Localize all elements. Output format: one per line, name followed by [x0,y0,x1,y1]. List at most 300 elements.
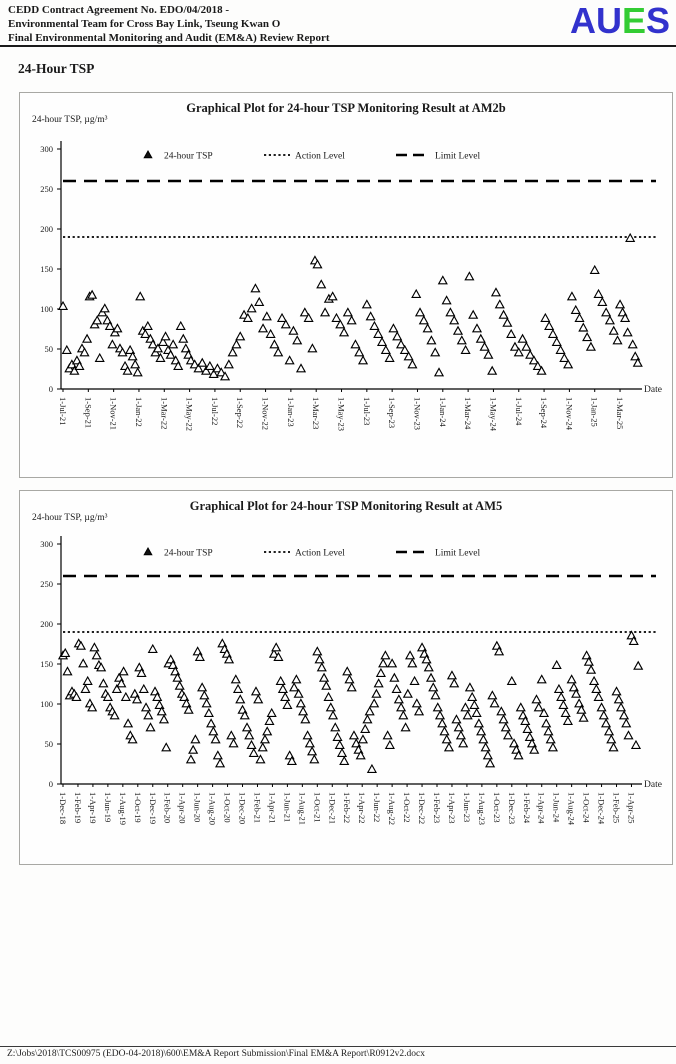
header-divider [0,45,676,47]
x-tick-label: 1-Jun-19 [102,792,113,823]
data-point-triangle [547,735,555,742]
footer-divider [0,1046,676,1047]
data-point-triangle [410,677,418,684]
data-point-triangle [277,677,285,684]
data-point-triangle [499,311,507,318]
data-point-triangle [79,659,87,666]
data-point-triangle [499,715,507,722]
x-tick-label: 1-Feb-20 [162,792,173,824]
data-point-triangle [475,719,483,726]
data-point-triangle [286,356,294,363]
data-point-triangle [431,691,439,698]
data-point-triangle [404,690,412,697]
x-axis [58,784,636,826]
chart-title-am2b: Graphical Plot for 24-hour TSP Monitoring Result at AM2b [186,101,506,115]
data-point-triangle [477,335,485,342]
data-point-triangle [229,739,237,746]
y-tick-label: 200 [40,224,53,234]
data-point-triangle [317,280,325,287]
x-tick-label: 1-Jan-23 [285,397,296,427]
data-point-triangle [457,731,465,738]
data-point-triangle [518,335,526,342]
data-point-triangle [351,340,359,347]
data-point-triangle [361,725,369,732]
data-point-triangle [274,348,282,355]
chart-am5 [19,490,673,865]
y-tick-label: 0 [48,779,53,789]
x-tick-label: 1-Jun-21 [282,792,293,823]
data-point-triangle [393,332,401,339]
data-point-triangle [425,663,433,670]
y-tick-label: 100 [40,304,53,314]
data-point-triangle [502,723,510,730]
data-point-triangle [454,327,462,334]
data-point-triangle [59,302,67,309]
data-point-triangle [301,715,309,722]
data-point-triangle [344,308,352,315]
data-point-triangle [461,346,469,353]
data-point-triangle [177,322,185,329]
data-point-triangle [161,332,169,339]
data-point-triangle [259,324,267,331]
data-point-triangle [479,735,487,742]
x-tick-label: 1-Mar-24 [463,397,474,430]
data-point-triangle [553,661,561,668]
data-point-triangle [424,324,432,331]
x-tick-label: 1-May-22 [184,397,195,431]
data-point-triangle [555,685,563,692]
data-point-triangle [232,340,240,347]
data-point-triangle [583,333,591,340]
data-point-triangle [310,755,318,762]
x-tick-label: 1-Aug-24 [566,792,577,826]
data-point-triangle [538,675,546,682]
data-point-triangle [452,715,460,722]
x-tick-label: 1-Feb-19 [72,792,83,824]
x-tick-label: 1-Jul-21 [58,397,68,426]
legend-triangle-marker-icon [144,548,152,555]
data-point-triangle [338,749,346,756]
data-point-triangle [259,743,267,750]
x-tick-label: 1-Apr-19 [87,792,98,824]
x-tick-label: 1-Dec-20 [237,792,248,825]
data-point-triangle [355,348,363,355]
data-point-triangle [568,292,576,299]
data-point-triangle [308,344,316,351]
data-point-triangle [236,695,244,702]
data-point-triangle [592,685,600,692]
data-point-triangle [272,643,280,650]
x-tick-label: 1-Jul-24 [513,397,524,426]
data-point-triangle [427,674,435,681]
data-point-triangle [144,322,152,329]
section-title: 24-Hour TSP [18,61,95,76]
data-point-triangle [378,338,386,345]
logo-letter-s: S [645,0,670,41]
data-point-triangle [343,667,351,674]
data-point-triangle [336,741,344,748]
data-point-triangle [632,741,640,748]
data-point-triangle [119,667,127,674]
x-tick-label: 1-Apr-24 [536,792,547,824]
data-point-triangle [261,735,269,742]
data-point-triangle [367,312,375,319]
legend-label-tsp: 24-hour TSP [164,151,213,162]
data-point-triangle [503,319,511,326]
data-point-triangle [568,675,576,682]
data-point-triangle [232,675,240,682]
data-point-triangle [455,723,463,730]
x-tick-label: 1-Sep-22 [235,397,246,429]
data-point-triangle [375,679,383,686]
logo-letter-u: U [595,0,622,41]
data-point-triangle [144,711,152,718]
data-point-triangle [594,290,602,297]
y-tick-label: 50 [44,739,53,749]
x-tick-label: 1-Jan-22 [133,397,144,427]
data-point-triangle [234,685,242,692]
data-point-triangle [450,679,458,686]
data-point-triangle [431,348,439,355]
data-point-triangle [189,746,197,753]
x-tick-label: 1-Jan-24 [437,397,448,427]
scatter-series [59,234,642,380]
data-point-triangle [393,685,401,692]
data-point-triangle [564,717,572,724]
data-point-triangle [549,743,557,750]
data-point-triangle [480,343,488,350]
data-point-triangle [620,711,628,718]
data-point-triangle [622,719,630,726]
data-point-triangle [629,340,637,347]
data-point-triangle [205,709,213,716]
data-point-triangle [590,677,598,684]
x-axis-title: Date [644,780,662,790]
x-tick-label: 1-Jun-24 [551,792,562,823]
data-point-triangle [293,336,301,343]
data-point-triangle [466,683,474,690]
data-point-triangle [600,711,608,718]
legend-label-limit-level: Limit Level [435,151,481,162]
data-point-triangle [176,682,184,689]
data-point-triangle [535,703,543,710]
data-point-triangle [572,306,580,313]
x-tick-label: 1-Oct-20 [222,792,233,823]
data-point-triangle [469,311,477,318]
data-point-triangle [303,731,311,738]
data-point-triangle [324,693,332,700]
data-point-triangle [243,723,251,730]
data-point-triangle [532,695,540,702]
data-point-triangle [626,234,634,241]
data-point-triangle [290,683,298,690]
data-point-triangle [374,330,382,337]
y-tick-label: 250 [40,184,53,194]
data-point-triangle [486,759,494,766]
data-point-triangle [464,711,472,718]
y-tick-label: 150 [40,659,53,669]
y-tick-label: 250 [40,579,53,589]
data-point-triangle [446,308,454,315]
y-axis-title-am2b: 24-hour TSP, µg/m³ [32,115,108,125]
x-tick-label: 1-Nov-23 [412,397,423,431]
x-tick-label: 1-Jul-22 [209,397,220,426]
data-point-triangle [465,272,473,279]
report-header [8,3,330,45]
data-point-triangle [283,701,291,708]
data-point-triangle [255,298,263,305]
data-point-triangle [306,739,314,746]
x-tick-label: 1-Aug-19 [117,792,128,826]
data-point-triangle [468,693,476,700]
x-tick-label: 1-Dec-21 [327,792,338,825]
data-point-triangle [587,343,595,350]
x-tick-label: 1-Dec-19 [147,792,158,825]
data-point-triangle [83,335,91,342]
data-point-triangle [93,651,101,658]
x-tick-label: 1-Nov-24 [564,397,575,431]
data-point-triangle [84,677,92,684]
data-point-triangle [216,759,224,766]
data-point-triangle [598,298,606,305]
data-point-triangle [496,300,504,307]
data-point-triangle [160,715,168,722]
data-point-triangle [594,693,602,700]
x-tick-label: 1-Jun-22 [372,792,383,823]
data-point-triangle [613,336,621,343]
data-point-triangle [245,731,253,738]
data-point-triangle [81,685,89,692]
data-point-triangle [96,354,104,361]
data-point-triangle [605,727,613,734]
x-tick-label: 1-Mar-23 [311,397,322,430]
data-point-triangle [187,755,195,762]
data-point-triangle [597,703,605,710]
data-point-triangle [207,719,215,726]
data-point-triangle [445,743,453,750]
legend-label-tsp: 24-hour TSP [164,548,213,559]
x-tick-label: 1-Nov-22 [260,397,271,431]
x-tick-label: 1-Sep-23 [387,397,398,429]
data-point-triangle [329,711,337,718]
data-point-triangle [359,356,367,363]
data-point-triangle [229,348,237,355]
x-tick-label: 1-Oct-23 [491,792,502,823]
y-axis [40,539,61,789]
data-point-triangle [553,338,561,345]
data-point-triangle [108,340,116,347]
y-tick-label: 150 [40,264,53,274]
data-point-triangle [575,314,583,321]
data-point-triangle [209,727,217,734]
x-tick-label: 1-Feb-23 [432,792,442,824]
data-point-triangle [332,314,340,321]
data-point-triangle [436,711,444,718]
x-tick-label: 1-Apr-20 [177,792,188,824]
data-point-triangle [429,683,437,690]
footer-file-path: Z:\Jobs\2018\TCS00975 (EDO-04-2018)\600\EM&A Report Submission\Final EM&A Report\R0912v2.docx [7,1049,426,1059]
data-point-triangle [99,679,107,686]
data-point-triangle [299,707,307,714]
x-tick-label: 1-Apr-22 [357,792,368,824]
x-tick-label: 1-Feb-24 [521,792,532,824]
data-point-triangle [366,707,374,714]
data-point-triangle [203,699,211,706]
data-point-triangle [382,346,390,353]
y-axis [40,144,61,394]
data-point-triangle [198,359,206,366]
data-point-triangle [439,276,447,283]
data-point-triangle [418,643,426,650]
data-point-triangle [131,360,139,367]
data-point-triangle [526,733,534,740]
data-point-triangle [570,683,578,690]
chart-legend [144,151,480,162]
data-point-triangle [90,643,98,650]
data-point-triangle [350,731,358,738]
data-point-triangle [434,703,442,710]
x-tick-label: 1-Aug-21 [297,792,308,826]
data-point-triangle [562,709,570,716]
scatter-plot-am2b [20,93,670,475]
x-tick-label: 1-Jul-23 [361,397,372,426]
data-point-triangle [321,308,329,315]
data-point-triangle [142,703,150,710]
data-point-triangle [155,701,163,708]
y-tick-label: 300 [40,144,53,154]
data-point-triangle [587,666,595,673]
y-tick-label: 0 [48,384,53,394]
data-point-triangle [602,719,610,726]
data-point-triangle [435,368,443,375]
x-tick-label: 1-Nov-21 [108,397,119,431]
data-point-triangle [384,731,392,738]
data-point-triangle [459,739,467,746]
logo-letter-e: E [621,0,646,41]
data-point-triangle [549,330,557,337]
legend-label-action-level: Action Level [295,548,345,559]
data-point-triangle [179,335,187,342]
data-point-triangle [386,354,394,361]
data-point-triangle [401,723,409,730]
data-point-triangle [200,691,208,698]
data-point-triangle [327,703,335,710]
data-point-triangle [504,731,512,738]
data-point-triangle [484,751,492,758]
data-point-triangle [415,707,423,714]
data-point-triangle [406,651,414,658]
data-point-triangle [427,336,435,343]
data-point-triangle [345,675,353,682]
data-point-triangle [379,659,387,666]
data-point-triangle [263,727,271,734]
data-point-triangle [340,757,348,764]
data-point-triangle [541,314,549,321]
data-point-triangle [399,711,407,718]
data-point-triangle [389,324,397,331]
data-point-triangle [616,300,624,307]
data-point-triangle [408,360,416,367]
x-tick-label: 1-May-24 [488,397,499,431]
data-point-triangle [517,703,525,710]
data-point-triangle [450,316,458,323]
data-point-triangle [162,743,170,750]
data-point-triangle [206,362,214,369]
x-tick-label: 1-Aug-20 [207,792,218,826]
chart-am2b [19,92,673,478]
data-point-triangle [473,709,481,716]
data-point-triangle [575,699,583,706]
data-point-triangle [372,690,380,697]
data-point-triangle [397,703,405,710]
logo-letter-a: A [569,0,596,41]
data-point-triangle [124,719,132,726]
data-point-triangle [560,354,568,361]
data-point-triangle [63,667,71,674]
x-tick-label: 1-Jan-25 [589,397,600,427]
data-point-triangle [363,300,371,307]
scatter-series [59,631,642,772]
data-point-triangle [545,322,553,329]
data-point-triangle [440,727,448,734]
x-tick-label: 1-Sep-21 [83,397,94,429]
data-point-triangle [348,683,356,690]
header-line-1: CEDD Contract Agreement No. EDO/04/2018 - [8,4,229,16]
x-tick-label: 1-Oct-22 [402,792,413,823]
data-point-triangle [297,364,305,371]
data-point-triangle [497,707,505,714]
x-tick-label: 1-Oct-19 [132,792,143,823]
x-tick-label: 1-Aug-23 [476,792,487,826]
legend-triangle-marker-icon [144,151,152,158]
data-point-triangle [225,360,233,367]
data-point-triangle [507,330,515,337]
x-tick-label: 1-Jun-20 [192,792,203,823]
data-point-triangle [265,717,273,724]
data-point-triangle [624,731,632,738]
data-point-triangle [198,683,206,690]
data-point-triangle [557,693,565,700]
data-point-triangle [348,316,356,323]
data-point-triangle [490,699,498,706]
data-point-triangle [381,651,389,658]
x-tick-label: 1-Dec-24 [596,792,607,825]
data-point-triangle [340,328,348,335]
data-point-triangle [370,699,378,706]
data-point-triangle [315,655,323,662]
x-tick-label: 1-Feb-22 [342,792,353,824]
data-point-triangle [412,290,420,297]
x-axis-title: Date [644,385,662,395]
data-point-triangle [591,266,599,273]
x-tick-label: 1-Apr-21 [267,792,278,824]
y-tick-label: 50 [44,344,53,354]
data-point-triangle [368,765,376,772]
x-tick-label: 1-Aug-22 [387,792,398,826]
data-point-triangle [473,324,481,331]
data-point-triangle [395,695,403,702]
chart-legend [144,548,480,559]
data-point-triangle [281,693,289,700]
x-tick-label: 1-Dec-22 [417,792,428,825]
data-point-triangle [612,687,620,694]
data-point-triangle [606,316,614,323]
data-point-triangle [413,699,421,706]
x-axis [58,389,625,432]
data-point-triangle [448,671,456,678]
x-tick-label: 1-Feb-21 [252,792,263,824]
data-point-triangle [510,739,518,746]
